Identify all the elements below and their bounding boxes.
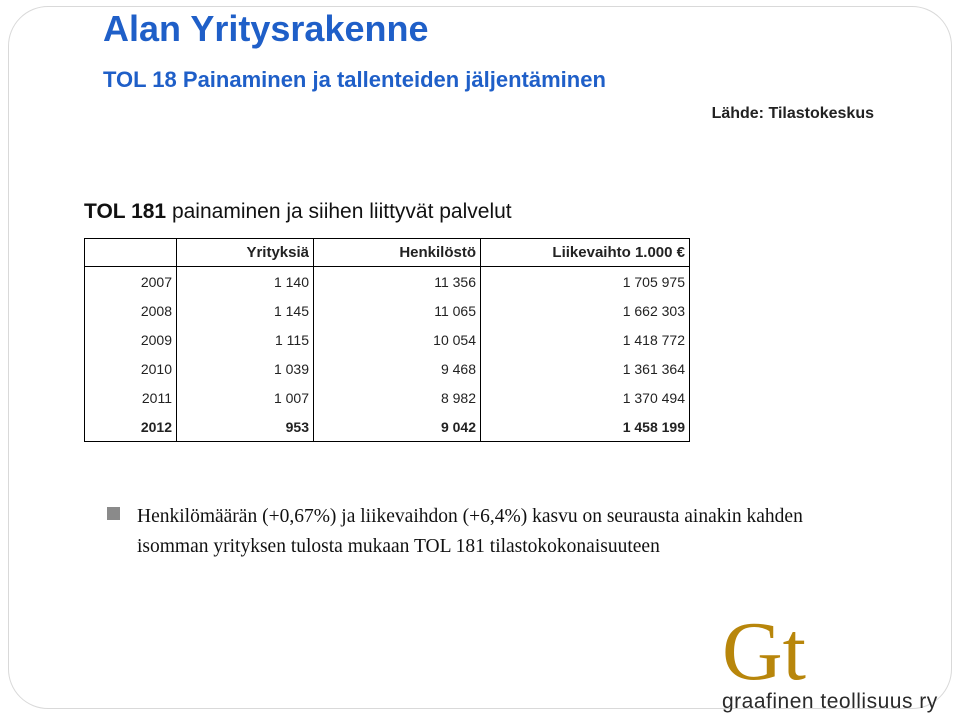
header-year bbox=[85, 239, 177, 267]
cell-turnover: 1 418 772 bbox=[481, 325, 690, 354]
statistics-table bbox=[84, 238, 690, 442]
table-header-row bbox=[85, 239, 690, 267]
cell-year: 2009 bbox=[85, 325, 177, 354]
cell-companies: 1 140 bbox=[177, 267, 314, 297]
cell-year: 2008 bbox=[85, 296, 177, 325]
cell-companies: 953 bbox=[177, 412, 314, 442]
cell-turnover: 1 705 975 bbox=[481, 267, 690, 297]
table-row bbox=[85, 412, 690, 442]
table-row bbox=[85, 325, 690, 354]
table-title bbox=[84, 200, 512, 224]
logo-mark: Gt bbox=[722, 605, 806, 698]
cell-year: 2012 bbox=[85, 412, 177, 442]
table-row bbox=[85, 383, 690, 412]
cell-companies: 1 115 bbox=[177, 325, 314, 354]
cell-personnel: 9 042 bbox=[314, 412, 481, 442]
cell-personnel: 10 054 bbox=[314, 325, 481, 354]
note-text: Henkilömäärän (+0,67%) ja liikevaihdon (+6,4%) kasvu on seurausta ainakin kahden isomman yrityksen tulosta mukaan TOL 181 tilastokokonaisuuteen bbox=[137, 506, 803, 557]
cell-personnel: 11 356 bbox=[314, 267, 481, 297]
cell-turnover: 1 458 199 bbox=[481, 412, 690, 442]
cell-personnel: 9 468 bbox=[314, 354, 481, 383]
slide-subtitle: TOL 18 Painaminen ja tallenteiden jäljentäminen bbox=[103, 67, 606, 92]
table-title-code: TOL 181 bbox=[84, 200, 167, 223]
cell-year: 2007 bbox=[85, 267, 177, 297]
table-row bbox=[85, 354, 690, 383]
table-title-text: painaminen ja siihen liittyvät palvelut bbox=[166, 200, 512, 223]
cell-turnover: 1 370 494 bbox=[481, 383, 690, 412]
cell-companies: 1 145 bbox=[177, 296, 314, 325]
table-row bbox=[85, 267, 690, 297]
logo-text: graafinen teollisuus ry bbox=[722, 690, 938, 713]
header-companies: Yrityksiä bbox=[177, 239, 314, 267]
cell-companies: 1 007 bbox=[177, 383, 314, 412]
source-label: Lähde: Tilastokeskus bbox=[711, 105, 874, 122]
cell-turnover: 1 361 364 bbox=[481, 354, 690, 383]
cell-year: 2010 bbox=[85, 354, 177, 383]
cell-personnel: 8 982 bbox=[314, 383, 481, 412]
cell-personnel: 11 065 bbox=[314, 296, 481, 325]
slide-title: Alan Yritysrakenne bbox=[103, 8, 429, 49]
cell-turnover: 1 662 303 bbox=[481, 296, 690, 325]
header-turnover: Liikevaihto 1.000 € bbox=[481, 239, 690, 267]
header-personnel: Henkilöstö bbox=[314, 239, 481, 267]
cell-companies: 1 039 bbox=[177, 354, 314, 383]
bullet-square-icon bbox=[107, 507, 120, 520]
table-row bbox=[85, 296, 690, 325]
cell-year: 2011 bbox=[85, 383, 177, 412]
